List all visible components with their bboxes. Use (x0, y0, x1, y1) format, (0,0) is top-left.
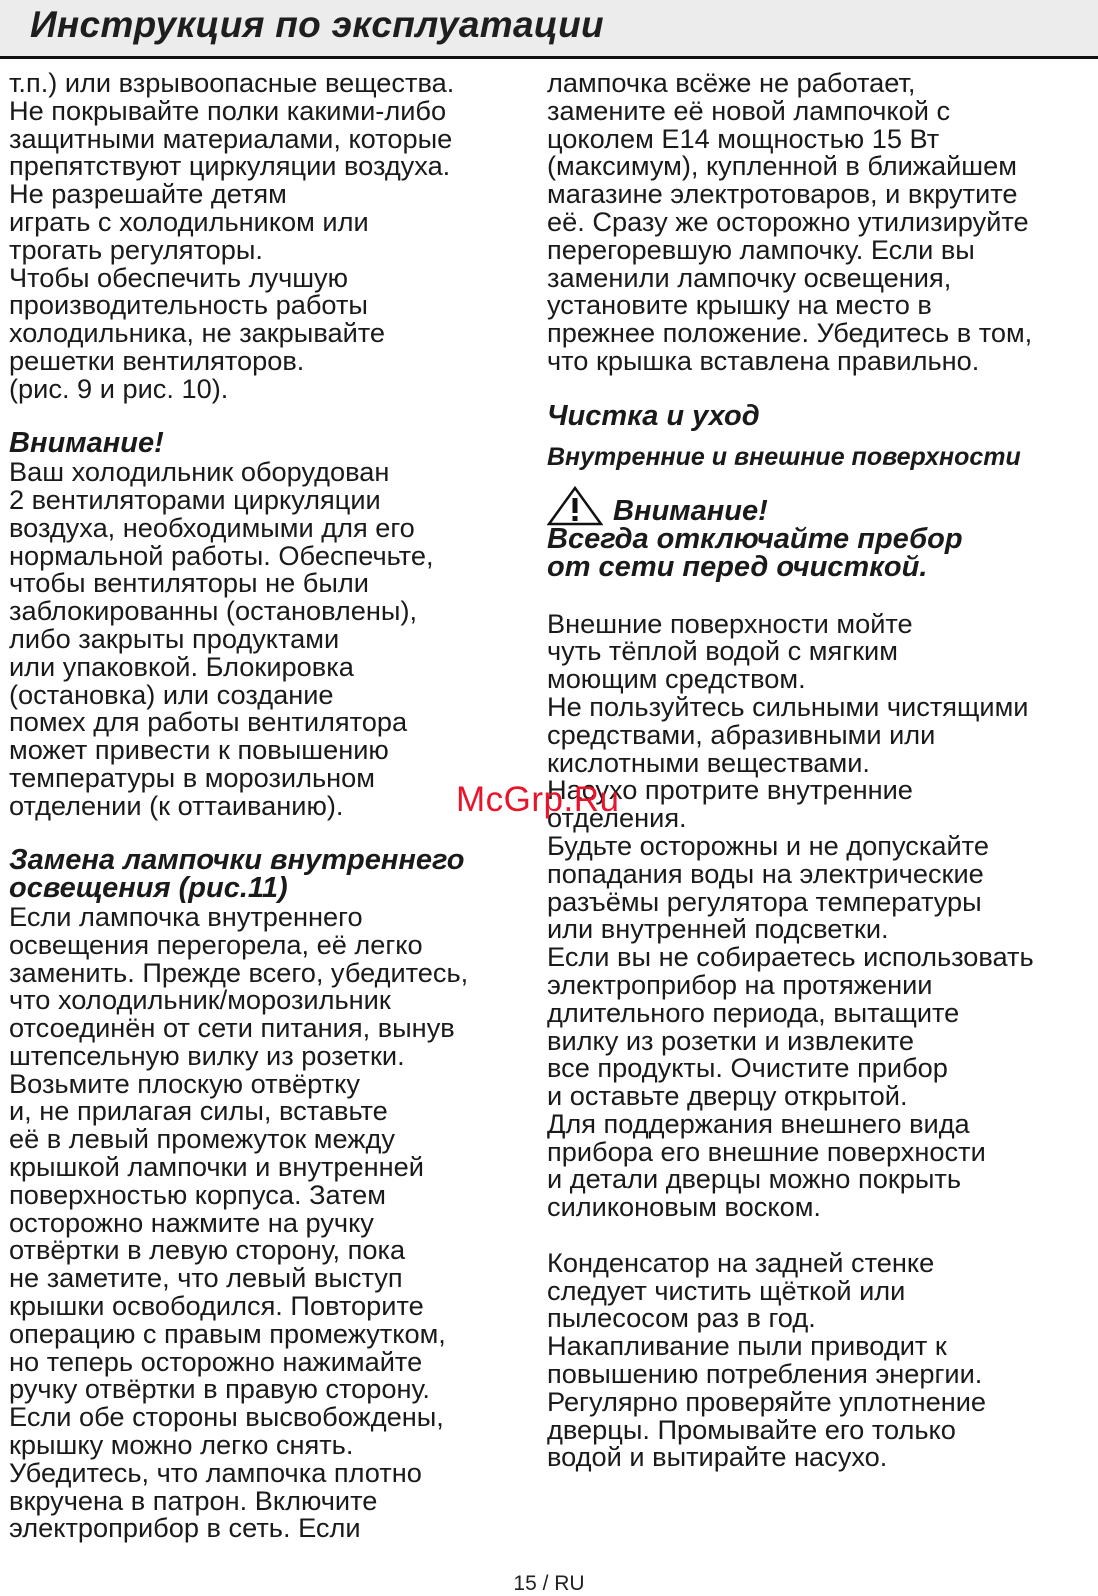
text-line: дверцы. Промывайте его только (547, 1413, 956, 1445)
text-line: играть с холодильником или (9, 205, 369, 237)
text-line: (остановка) или создание (9, 678, 334, 710)
text-line: лампочка всёже не работает, (547, 67, 916, 98)
text-line: Ваш холодильник оборудован (9, 456, 390, 488)
text-line: прибора его внешние поверхности (547, 1135, 986, 1167)
paragraph-condenser (547, 1246, 1092, 1473)
text-line: что крышка вставлена правильно. (547, 344, 980, 376)
text-line: т.п.) или взрывоопасные вещества. (9, 67, 455, 98)
text-line: силиконовым воском. (547, 1191, 821, 1223)
text-line: поверхностью корпуса. Затем (9, 1178, 386, 1210)
text-line: освещения перегорела, её легко (9, 928, 423, 960)
text-line: крышкой лампочки и внутренней (9, 1151, 424, 1183)
text-line: чуть тёплой водой с мягким (547, 635, 898, 667)
text-line: и детали дверцы можно покрыть (547, 1163, 961, 1195)
text-line: моющим средством. (547, 663, 806, 695)
page-title: Инструкция по эксплуатации (30, 4, 604, 45)
text-line: и, не прилагая силы, вставьте (9, 1095, 388, 1127)
text-line: либо закрыты продуктами (9, 622, 340, 654)
text-line: заблокированны (остановлены), (9, 595, 418, 627)
text-line: Возьмите плоскую отвёртку (9, 1067, 360, 1099)
text-line: температуры в морозильном (9, 761, 375, 793)
text-line: ручку отвёртки в правую сторону. (9, 1373, 430, 1405)
text-line: Не пользуйтесь сильными чистящими (547, 690, 1029, 722)
text-line: установите крышку на место в (547, 289, 932, 321)
text-line: (рис. 9 и рис. 10). (9, 372, 229, 404)
text-line: производительность работы (9, 289, 368, 321)
text-line: отсоединён от сети питания, вынув (9, 1012, 455, 1044)
text-line: воздуха, необходимыми для его (9, 511, 415, 543)
text-line: отделении (к оттаиванию). (9, 789, 344, 821)
text-line: крышки освободился. Повторите (9, 1290, 424, 1322)
text-line: решетки вентиляторов. (9, 344, 305, 376)
left-column (9, 69, 529, 1542)
text-line: все продукты. Очистите прибор (547, 1052, 948, 1084)
text-line: от сети перед очисткой. (547, 550, 928, 583)
text-line: и оставьте дверцу открытой. (547, 1080, 908, 1112)
text-line: Внешние поверхности мойте (547, 607, 913, 639)
cleaning-heading: Чистка и уход (547, 399, 760, 432)
text-line: Если обе стороны высвобождены, (9, 1401, 444, 1433)
text-line: отделения. (547, 802, 687, 834)
text-line: Всегда отключайте пребор (547, 523, 963, 556)
text-line: прежнее положение. Убедитесь в том, (547, 317, 1033, 349)
text-line: 2 вентиляторами циркуляции (9, 483, 381, 515)
text-line: длительного периода, вытащите (547, 996, 960, 1028)
text-line: Регулярно проверяйте уплотнение (547, 1385, 987, 1417)
text-line: Не покрывайте полки какими-либо (9, 94, 447, 126)
text-line: не заметите, что левый выступ (9, 1262, 403, 1294)
text-line: кислотными веществами. (547, 746, 870, 778)
text-line: разъёмы регулятора температуры (547, 885, 982, 917)
page-header (0, 0, 1098, 59)
text-line: защитными материалами, которые (9, 122, 453, 154)
text-line: штепсельную вилку из розетки. (9, 1039, 405, 1071)
text-line: Для поддержания внешнего вида (547, 1107, 970, 1139)
text-line: чтобы вентиляторы не были (9, 567, 369, 599)
text-line: пылесосом раз в год. (547, 1302, 816, 1334)
warning-text (547, 523, 1092, 583)
text-line: или внутренней подсветки. (547, 913, 889, 945)
text-line: Замена лампочки внутреннего (9, 844, 465, 877)
text-line: электроприбор на протяжении (547, 968, 933, 1000)
text-line: замените её новой лампочкой с (547, 94, 951, 126)
paragraph-lamp-replacement (9, 900, 529, 1544)
text-line: средствами, абразивными или (547, 718, 936, 750)
text-line: но теперь осторожно нажимайте (9, 1345, 423, 1377)
surfaces-subheading: Внутренние и внешние поверхности (547, 443, 1021, 472)
text-line: трогать регуляторы. (9, 233, 263, 265)
text-line: Будьте осторожны и не допускайте (547, 829, 989, 861)
text-line: может привести к повышению (9, 734, 389, 766)
text-line: что холодильник/морозильник (9, 984, 391, 1016)
warning-block (547, 486, 1092, 582)
text-line: Не разрешайте детям (9, 178, 287, 210)
text-line: вилку из розетки и извлеките (547, 1024, 914, 1056)
text-line: отвёртки в левую сторону, пока (9, 1234, 406, 1266)
text-line: (максимум), купленной в ближайшем (547, 150, 1017, 182)
text-line: цоколем E14 мощностью 15 Вт (547, 122, 940, 154)
text-line: освещения (рис.11) (9, 872, 288, 905)
text-line: водой и вытирайте насухо. (547, 1441, 888, 1473)
lamp-section-heading (9, 844, 529, 905)
text-line: заменить. Прежде всего, убедитесь, (9, 956, 469, 988)
text-line: электроприбор в сеть. Если (9, 1512, 361, 1544)
text-line: Накапливание пыли приводит к (547, 1330, 947, 1362)
text-line: попадания воды на электрические (547, 857, 984, 889)
text-line: крышку можно легко снять. (9, 1429, 354, 1461)
text-line: Конденсатор на задней стенке (547, 1246, 935, 1278)
text-line: помех для работы вентилятора (9, 706, 408, 738)
text-line: холодильника, не закрывайте (9, 317, 386, 349)
text-line: её в левый промежуток между (9, 1123, 395, 1155)
text-line: её. Сразу же осторожно утилизируйте (547, 205, 1029, 237)
watermark: McGrp.Ru (456, 780, 620, 819)
text-line: заменили лампочку освещения, (547, 261, 952, 293)
paragraph-cleaning (547, 607, 1092, 1223)
text-line: перегоревшую лампочку. Если вы (547, 233, 975, 265)
text-line: Убедитесь, что лампочка плотно (9, 1456, 422, 1488)
text-line: Если вы не собираетесь использовать (547, 941, 1034, 973)
text-line: или упаковкой. Блокировка (9, 650, 354, 682)
text-line: магазине электротоваров, и вкрутите (547, 178, 1018, 210)
text-line: нормальной работы. Обеспечьте, (9, 539, 434, 571)
text-line: следует чистить щёткой или (547, 1274, 906, 1306)
text-line: Если лампочка внутреннего (9, 900, 363, 932)
text-line: повышению потребления энергии. (547, 1358, 983, 1390)
text-line: Насухо протрите внутренние (547, 774, 913, 806)
paragraph-shelves (9, 69, 529, 403)
paragraph-lamp-continued (547, 69, 1092, 375)
right-column (547, 69, 1092, 1471)
warning-triangle-icon (547, 486, 603, 526)
text-line: Чтобы обеспечить лучшую (9, 261, 349, 293)
text-line: препятствуют циркуляции воздуха. (9, 150, 451, 182)
warning-title: Внимание! (613, 495, 768, 528)
attention-heading: Внимание! (9, 427, 164, 460)
text-line: операцию с правым промежутком, (9, 1317, 446, 1349)
text-line: осторожно нажмите на ручку (9, 1206, 374, 1238)
page-number: 15 / RU (513, 1572, 585, 1595)
text-line: вкручена в патрон. Включите (9, 1484, 378, 1516)
paragraph-fans (9, 458, 529, 819)
